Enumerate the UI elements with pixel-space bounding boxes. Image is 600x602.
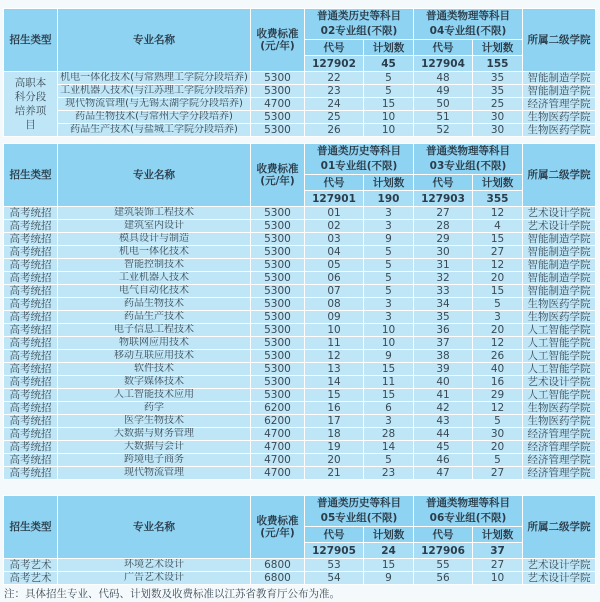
fee-cell: 5300 (251, 85, 305, 98)
college-cell: 艺术设计学院 (523, 376, 596, 389)
major-cell: 建筑室内设计 (58, 220, 251, 233)
table-row (4, 298, 596, 311)
table-row (4, 363, 596, 376)
college-cell: 生物医药学院 (523, 415, 596, 428)
group-b-title: 普通类物理等科目 03专业组(不限) (414, 144, 523, 175)
group-a-plan-cell: 15 (364, 98, 414, 111)
table-row (4, 111, 596, 124)
group-a-code-cell: 02 (305, 220, 364, 233)
group-b-plan-cell: 10 (473, 572, 523, 585)
college-cell: 智能制造学院 (523, 72, 596, 85)
group-b-code-cell: 31 (414, 259, 473, 272)
fee-cell: 4700 (251, 441, 305, 454)
header-plan: 计划数 (473, 40, 523, 56)
college-cell: 智能制造学院 (523, 233, 596, 246)
table-row (4, 85, 596, 98)
group-a-plan-cell: 5 (364, 72, 414, 85)
group-b-plan-cell: 25 (473, 98, 523, 111)
group-b-code: 127906 (414, 543, 473, 559)
type-cell: 高考统招 (4, 233, 58, 246)
college-cell: 艺术设计学院 (523, 207, 596, 220)
fee-cell: 4700 (251, 98, 305, 111)
fee-cell: 6800 (251, 572, 305, 585)
group-a-plan-cell: 10 (364, 111, 414, 124)
group-a-code-cell: 25 (305, 111, 364, 124)
header-fee: 收费标准(元/年) (251, 144, 305, 207)
group-b-code-cell: 48 (414, 72, 473, 85)
footnote: 注：具体招生专业、代码、计划数及收费标准以江苏省教育厅公布为准。 (4, 588, 340, 600)
major-cell: 建筑装饰工程技术 (58, 207, 251, 220)
group-a-plan-cell: 3 (364, 311, 414, 324)
group-b-code-cell: 32 (414, 272, 473, 285)
group-b-code-cell: 40 (414, 376, 473, 389)
table-row (4, 350, 596, 363)
table-row (4, 220, 596, 233)
fee-cell: 5300 (251, 72, 305, 85)
group-a-plan-cell: 15 (364, 559, 414, 572)
group-b-plan-cell: 15 (473, 285, 523, 298)
group-b-plan-cell: 12 (473, 337, 523, 350)
fee-cell: 5300 (251, 220, 305, 233)
group-b-title: 普通类物理等科目 06专业组(不限) (414, 496, 523, 527)
group-b-plan-cell: 26 (473, 350, 523, 363)
major-cell: 人工智能技术应用 (58, 389, 251, 402)
group-b-plan: 37 (473, 543, 523, 559)
header-code: 代号 (414, 175, 473, 191)
group-a-code-cell: 13 (305, 363, 364, 376)
header-plan: 计划数 (364, 40, 414, 56)
major-cell: 智能控制技术 (58, 259, 251, 272)
group-a-plan-cell: 9 (364, 350, 414, 363)
major-cell: 大数据与财务管理 (58, 428, 251, 441)
table-row (4, 246, 596, 259)
college-cell: 智能制造学院 (523, 285, 596, 298)
group-a-code-cell: 23 (305, 85, 364, 98)
group-b-code-cell: 45 (414, 441, 473, 454)
college-cell: 经济管理学院 (523, 467, 596, 480)
group-a-plan-cell: 9 (364, 233, 414, 246)
header-code: 代号 (305, 527, 364, 543)
group-b-code-cell: 46 (414, 454, 473, 467)
major-cell: 大数据与会计 (58, 441, 251, 454)
major-cell: 环境艺术设计 (58, 559, 251, 572)
group-a-code-cell: 14 (305, 376, 364, 389)
group-b-code-cell: 49 (414, 85, 473, 98)
college-cell: 人工智能学院 (523, 324, 596, 337)
table-row (4, 324, 596, 337)
type-cell: 高考统招 (4, 350, 58, 363)
table-row (4, 311, 596, 324)
group-b-plan: 155 (473, 56, 523, 72)
group-b-code-cell: 30 (414, 246, 473, 259)
fee-cell: 4700 (251, 467, 305, 480)
type-cell: 高考统招 (4, 220, 58, 233)
table-row (4, 72, 596, 85)
major-cell: 广告艺术设计 (58, 572, 251, 585)
group-a-plan-cell: 10 (364, 124, 414, 137)
major-cell: 电子信息工程技术 (58, 324, 251, 337)
group-a-plan-cell: 3 (364, 220, 414, 233)
group-a-code-cell: 22 (305, 72, 364, 85)
header-type: 招生类型 (4, 496, 58, 559)
group-a-title: 普通类历史等科目 05专业组(不限) (305, 496, 414, 527)
header-college: 所属二级学院 (523, 144, 596, 207)
table-row (4, 259, 596, 272)
fee-cell: 4700 (251, 454, 305, 467)
major-cell: 药品生物技术 (58, 298, 251, 311)
fee-cell: 5300 (251, 337, 305, 350)
fee-cell: 6800 (251, 559, 305, 572)
group-b-code-cell: 34 (414, 298, 473, 311)
group-a-code-cell: 24 (305, 98, 364, 111)
table-row (4, 389, 596, 402)
group-b-code-cell: 51 (414, 111, 473, 124)
type-cell: 高考统招 (4, 428, 58, 441)
header-type: 招生类型 (4, 144, 58, 207)
group-b-code-cell: 29 (414, 233, 473, 246)
fee-cell: 5300 (251, 324, 305, 337)
header-major: 专业名称 (58, 496, 251, 559)
group-b-plan-cell: 4 (473, 220, 523, 233)
group-b-plan: 355 (473, 191, 523, 207)
major-cell: 跨境电子商务 (58, 454, 251, 467)
college-cell: 生物医药学院 (523, 311, 596, 324)
header-major: 专业名称 (58, 9, 251, 72)
group-b-code-cell: 35 (414, 311, 473, 324)
group-a-code-cell: 15 (305, 389, 364, 402)
college-cell: 生物医药学院 (523, 111, 596, 124)
major-cell: 药品生物技术(与常州大学分段培养) (58, 111, 251, 124)
fee-cell: 5300 (251, 298, 305, 311)
header-plan: 计划数 (473, 527, 523, 543)
group-a-code-cell: 07 (305, 285, 364, 298)
group-b-code-cell: 44 (414, 428, 473, 441)
table-row (4, 233, 596, 246)
college-cell: 人工智能学院 (523, 389, 596, 402)
group-a-plan-cell: 10 (364, 324, 414, 337)
fee-cell: 5300 (251, 363, 305, 376)
type-cell: 高考统招 (4, 259, 58, 272)
table-gaokao-tongzhao (3, 143, 596, 480)
college-cell: 经济管理学院 (523, 454, 596, 467)
fee-cell: 5300 (251, 376, 305, 389)
group-b-plan-cell: 27 (473, 467, 523, 480)
table-row (4, 454, 596, 467)
group-b-plan-cell: 30 (473, 428, 523, 441)
group-b-code-cell: 43 (414, 415, 473, 428)
header-fee: 收费标准(元/年) (251, 9, 305, 72)
table-row (4, 98, 596, 111)
header-plan: 计划数 (473, 175, 523, 191)
table-row (4, 402, 596, 415)
fee-cell: 5300 (251, 207, 305, 220)
header-plan: 计划数 (364, 527, 414, 543)
fee-cell: 5300 (251, 233, 305, 246)
table-row (4, 285, 596, 298)
group-a-code-cell: 08 (305, 298, 364, 311)
college-cell: 生物医药学院 (523, 402, 596, 415)
type-cell: 高考统招 (4, 324, 58, 337)
group-a-plan-cell: 15 (364, 363, 414, 376)
header-type: 招生类型 (4, 9, 58, 72)
group-b-code-cell: 52 (414, 124, 473, 137)
group-b-code-cell: 38 (414, 350, 473, 363)
table-gaokao-yishu (3, 495, 596, 585)
table-row (4, 415, 596, 428)
group-b-plan-cell: 20 (473, 324, 523, 337)
table-row (4, 337, 596, 350)
group-a-code-cell: 01 (305, 207, 364, 220)
type-cell: 高考统招 (4, 246, 58, 259)
fee-cell: 5300 (251, 285, 305, 298)
table-row (4, 207, 596, 220)
group-a-title: 普通类历史等科目 01专业组(不限) (305, 144, 414, 175)
type-cell: 高考统招 (4, 415, 58, 428)
college-cell: 经济管理学院 (523, 98, 596, 111)
group-b-plan-cell: 29 (473, 389, 523, 402)
group-b-code-cell: 55 (414, 559, 473, 572)
group-a-code-cell: 54 (305, 572, 364, 585)
table-row (4, 467, 596, 480)
group-b-plan-cell: 35 (473, 85, 523, 98)
group-a-plan-cell: 3 (364, 207, 414, 220)
group-a-code-cell: 21 (305, 467, 364, 480)
group-a-plan: 45 (364, 56, 414, 72)
major-cell: 工业机器人技术 (58, 272, 251, 285)
major-cell: 电气自动化技术 (58, 285, 251, 298)
group-b-plan-cell: 5 (473, 454, 523, 467)
group-b-plan-cell: 20 (473, 272, 523, 285)
group-b-plan-cell: 27 (473, 246, 523, 259)
group-a-plan-cell: 28 (364, 428, 414, 441)
table-gaozhi-benke (3, 8, 596, 137)
group-b-plan-cell: 3 (473, 311, 523, 324)
fee-cell: 5300 (251, 272, 305, 285)
major-cell: 药品生产技术(与盐城工学院分段培养) (58, 124, 251, 137)
header-code: 代号 (305, 175, 364, 191)
major-cell: 模具设计与制造 (58, 233, 251, 246)
group-a-plan: 24 (364, 543, 414, 559)
fee-cell: 5300 (251, 389, 305, 402)
group-b-plan-cell: 30 (473, 111, 523, 124)
group-b-plan-cell: 5 (473, 298, 523, 311)
type-cell: 高考艺术 (4, 559, 58, 572)
group-b-code-cell: 36 (414, 324, 473, 337)
header-plan: 计划数 (364, 175, 414, 191)
fee-cell: 6200 (251, 415, 305, 428)
header-code: 代号 (305, 40, 364, 56)
group-a-code: 127905 (305, 543, 364, 559)
group-a-plan-cell: 23 (364, 467, 414, 480)
major-cell: 软件技术 (58, 363, 251, 376)
group-a-code-cell: 03 (305, 233, 364, 246)
group-a-code-cell: 18 (305, 428, 364, 441)
group-a-title: 普通类历史等科目 02专业组(不限) (305, 9, 414, 40)
header-major: 专业名称 (58, 144, 251, 207)
header-college: 所属二级学院 (523, 9, 596, 72)
header-college: 所属二级学院 (523, 496, 596, 559)
major-cell: 现代物流管理 (58, 467, 251, 480)
group-b-plan-cell: 12 (473, 259, 523, 272)
group-b-code-cell: 56 (414, 572, 473, 585)
header-code: 代号 (414, 527, 473, 543)
college-cell: 人工智能学院 (523, 363, 596, 376)
group-b-plan-cell: 40 (473, 363, 523, 376)
type-cell: 高考统招 (4, 402, 58, 415)
group-a-plan-cell: 5 (364, 246, 414, 259)
fee-cell: 5300 (251, 311, 305, 324)
type-cell: 高考统招 (4, 207, 58, 220)
type-cell: 高考统招 (4, 454, 58, 467)
major-cell: 物联网应用技术 (58, 337, 251, 350)
college-cell: 经济管理学院 (523, 441, 596, 454)
table-row (4, 428, 596, 441)
group-b-code: 127904 (414, 56, 473, 72)
college-cell: 艺术设计学院 (523, 572, 596, 585)
college-cell: 生物医药学院 (523, 124, 596, 137)
type-cell: 高考统招 (4, 467, 58, 480)
major-cell: 机电一体化技术 (58, 246, 251, 259)
table-row (4, 376, 596, 389)
college-cell: 智能制造学院 (523, 272, 596, 285)
major-cell: 数字媒体技术 (58, 376, 251, 389)
group-b-code: 127903 (414, 191, 473, 207)
group-b-plan-cell: 15 (473, 233, 523, 246)
group-a-code-cell: 16 (305, 402, 364, 415)
fee-cell: 5300 (251, 124, 305, 137)
type-cell: 高考统招 (4, 363, 58, 376)
group-a-plan-cell: 6 (364, 402, 414, 415)
group-b-code-cell: 50 (414, 98, 473, 111)
group-a-code-cell: 17 (305, 415, 364, 428)
group-b-plan-cell: 35 (473, 72, 523, 85)
group-a-code-cell: 20 (305, 454, 364, 467)
group-b-code-cell: 47 (414, 467, 473, 480)
group-a-plan: 190 (364, 191, 414, 207)
fee-cell: 4700 (251, 428, 305, 441)
fee-cell: 5300 (251, 259, 305, 272)
table-row (4, 272, 596, 285)
major-cell: 医学生物技术 (58, 415, 251, 428)
college-cell: 人工智能学院 (523, 337, 596, 350)
major-cell: 药学 (58, 402, 251, 415)
major-cell: 移动互联应用技术 (58, 350, 251, 363)
group-a-code-cell: 10 (305, 324, 364, 337)
group-a-code-cell: 05 (305, 259, 364, 272)
type-cell: 高考统招 (4, 337, 58, 350)
college-cell: 艺术设计学院 (523, 559, 596, 572)
college-cell: 艺术设计学院 (523, 220, 596, 233)
group-a-plan-cell: 5 (364, 85, 414, 98)
group-a-code-cell: 09 (305, 311, 364, 324)
fee-cell: 5300 (251, 246, 305, 259)
group-a-code: 127901 (305, 191, 364, 207)
header-fee: 收费标准(元/年) (251, 496, 305, 559)
table-row (4, 441, 596, 454)
group-a-code-cell: 26 (305, 124, 364, 137)
fee-cell: 5300 (251, 111, 305, 124)
fee-cell: 5300 (251, 350, 305, 363)
college-cell: 生物医药学院 (523, 298, 596, 311)
group-a-code-cell: 11 (305, 337, 364, 350)
college-cell: 智能制造学院 (523, 259, 596, 272)
table-row (4, 572, 596, 585)
group-b-title: 普通类物理等科目 04专业组(不限) (414, 9, 523, 40)
type-cell: 高职本科分段培养项目 (4, 72, 58, 137)
type-cell: 高考艺术 (4, 572, 58, 585)
group-a-plan-cell: 10 (364, 337, 414, 350)
group-a-plan-cell: 14 (364, 441, 414, 454)
type-cell: 高考统招 (4, 298, 58, 311)
type-cell: 高考统招 (4, 285, 58, 298)
type-cell: 高考统招 (4, 376, 58, 389)
group-b-plan-cell: 12 (473, 402, 523, 415)
group-b-code-cell: 37 (414, 337, 473, 350)
group-b-plan-cell: 30 (473, 124, 523, 137)
major-cell: 现代物流管理(与无锡太湖学院分段培养) (58, 98, 251, 111)
type-cell: 高考统招 (4, 441, 58, 454)
group-b-code-cell: 28 (414, 220, 473, 233)
group-a-code-cell: 12 (305, 350, 364, 363)
college-cell: 人工智能学院 (523, 350, 596, 363)
major-cell: 药品生产技术 (58, 311, 251, 324)
table-row (4, 124, 596, 137)
group-b-plan-cell: 5 (473, 415, 523, 428)
group-a-plan-cell: 5 (364, 285, 414, 298)
group-a-plan-cell: 15 (364, 389, 414, 402)
group-b-code-cell: 39 (414, 363, 473, 376)
type-cell: 高考统招 (4, 272, 58, 285)
major-cell: 工业机器人技术(与江苏理工学院分段培养) (58, 85, 251, 98)
group-a-plan-cell: 3 (364, 298, 414, 311)
group-b-plan-cell: 12 (473, 207, 523, 220)
group-a-plan-cell: 5 (364, 272, 414, 285)
group-b-code-cell: 42 (414, 402, 473, 415)
group-a-plan-cell: 5 (364, 259, 414, 272)
group-a-code-cell: 06 (305, 272, 364, 285)
group-b-code-cell: 27 (414, 207, 473, 220)
college-cell: 智能制造学院 (523, 246, 596, 259)
college-cell: 经济管理学院 (523, 428, 596, 441)
major-cell: 机电一体化技术(与常熟理工学院分段培养) (58, 72, 251, 85)
group-b-plan-cell: 27 (473, 559, 523, 572)
group-a-plan-cell: 5 (364, 454, 414, 467)
college-cell: 智能制造学院 (523, 85, 596, 98)
group-b-plan-cell: 20 (473, 441, 523, 454)
group-a-plan-cell: 11 (364, 376, 414, 389)
group-a-code-cell: 19 (305, 441, 364, 454)
fee-cell: 6200 (251, 402, 305, 415)
group-a-code: 127902 (305, 56, 364, 72)
type-cell: 高考统招 (4, 311, 58, 324)
type-cell: 高考统招 (4, 389, 58, 402)
group-a-plan-cell: 9 (364, 572, 414, 585)
group-b-code-cell: 33 (414, 285, 473, 298)
table-row (4, 559, 596, 572)
group-b-plan-cell: 16 (473, 376, 523, 389)
group-a-plan-cell: 3 (364, 415, 414, 428)
group-a-code-cell: 53 (305, 559, 364, 572)
group-b-code-cell: 41 (414, 389, 473, 402)
group-a-code-cell: 04 (305, 246, 364, 259)
header-code: 代号 (414, 40, 473, 56)
